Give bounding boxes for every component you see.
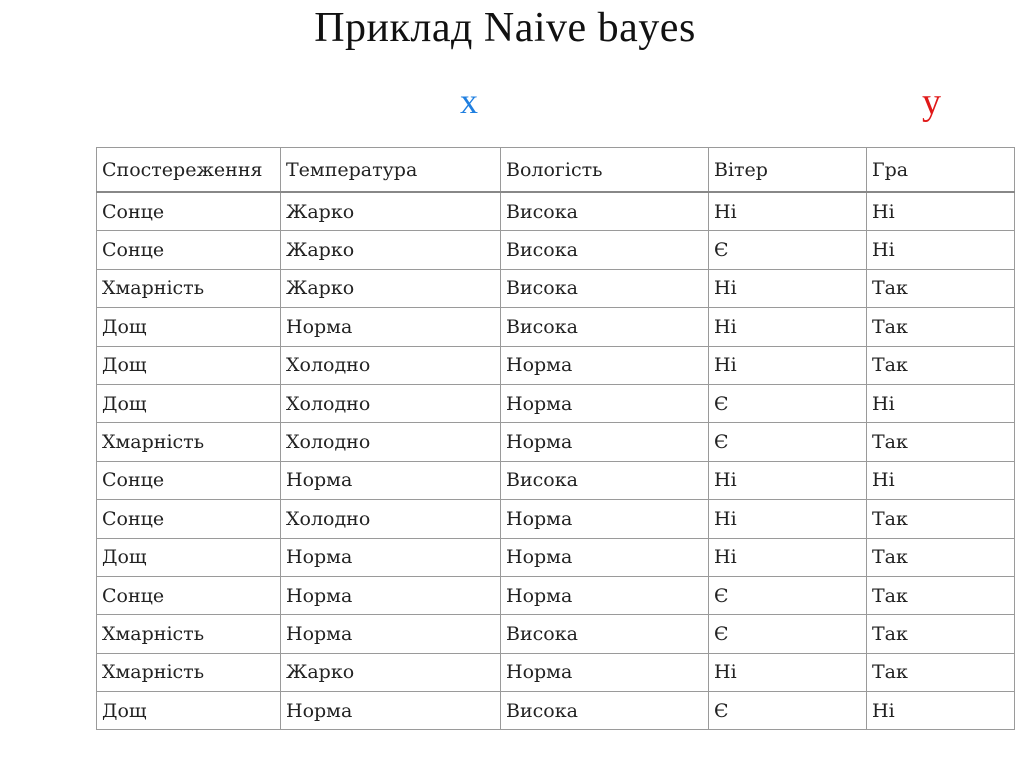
temperature-cell: Норма <box>281 461 501 499</box>
temperature-cell: Холодно <box>281 346 501 384</box>
wind-cell: Є <box>709 231 867 269</box>
temperature-cell: Норма <box>281 615 501 653</box>
humidity-cell: Висока <box>501 269 709 307</box>
observation-cell: Сонце <box>97 231 281 269</box>
observation-cell: Дощ <box>97 308 281 346</box>
temperature-cell: Холодно <box>281 384 501 422</box>
temperature-cell: Жарко <box>281 653 501 691</box>
play-cell: Ні <box>867 192 1015 231</box>
play-cell: Так <box>867 423 1015 461</box>
play-cell: Ні <box>867 461 1015 499</box>
observation-cell: Сонце <box>97 192 281 231</box>
table-row <box>97 346 1015 384</box>
play-cell: Ні <box>867 384 1015 422</box>
play-cell: Так <box>867 538 1015 576</box>
target-y-label: y <box>922 81 941 123</box>
humidity-cell: Висока <box>501 192 709 231</box>
humidity-cell: Норма <box>501 576 709 614</box>
play-cell: Так <box>867 615 1015 653</box>
weather-play-table <box>96 147 1015 730</box>
table-row <box>97 653 1015 691</box>
table-row <box>97 423 1015 461</box>
features-x-label: x <box>460 81 478 121</box>
header-temperature: Температура <box>281 148 501 193</box>
observation-cell: Хмарність <box>97 615 281 653</box>
table-row <box>97 461 1015 499</box>
temperature-cell: Жарко <box>281 269 501 307</box>
play-cell: Ні <box>867 231 1015 269</box>
temperature-cell: Холодно <box>281 423 501 461</box>
table-row <box>97 269 1015 307</box>
humidity-cell: Норма <box>501 538 709 576</box>
table-row <box>97 692 1015 730</box>
humidity-cell: Норма <box>501 346 709 384</box>
play-cell: Так <box>867 269 1015 307</box>
wind-cell: Ні <box>709 192 867 231</box>
temperature-cell: Норма <box>281 538 501 576</box>
table-row <box>97 308 1015 346</box>
observation-cell: Хмарність <box>97 653 281 691</box>
observation-cell: Сонце <box>97 576 281 614</box>
observation-cell: Хмарність <box>97 269 281 307</box>
humidity-cell: Висока <box>501 615 709 653</box>
table-row <box>97 384 1015 422</box>
temperature-cell: Норма <box>281 308 501 346</box>
table-row <box>97 615 1015 653</box>
wind-cell: Ні <box>709 308 867 346</box>
table-row <box>97 576 1015 614</box>
humidity-cell: Норма <box>501 384 709 422</box>
wind-cell: Є <box>709 384 867 422</box>
observation-cell: Сонце <box>97 461 281 499</box>
temperature-cell: Холодно <box>281 500 501 538</box>
play-cell: Так <box>867 576 1015 614</box>
wind-cell: Ні <box>709 269 867 307</box>
wind-cell: Ні <box>709 500 867 538</box>
wind-cell: Ні <box>709 461 867 499</box>
header-wind: Вітер <box>709 148 867 193</box>
wind-cell: Є <box>709 576 867 614</box>
humidity-cell: Норма <box>501 653 709 691</box>
wind-cell: Є <box>709 423 867 461</box>
humidity-cell: Висока <box>501 461 709 499</box>
temperature-cell: Жарко <box>281 231 501 269</box>
table-header-row <box>97 148 1015 193</box>
observation-cell: Дощ <box>97 692 281 730</box>
observation-cell: Дощ <box>97 346 281 384</box>
header-observation: Спостереження <box>97 148 281 193</box>
play-cell: Так <box>867 653 1015 691</box>
humidity-cell: Висока <box>501 231 709 269</box>
slide-title: Приклад Naive bayes <box>314 5 696 51</box>
temperature-cell: Норма <box>281 576 501 614</box>
play-cell: Ні <box>867 692 1015 730</box>
play-cell: Так <box>867 500 1015 538</box>
table-row <box>97 231 1015 269</box>
wind-cell: Є <box>709 615 867 653</box>
observation-cell: Хмарність <box>97 423 281 461</box>
table-row <box>97 500 1015 538</box>
play-cell: Так <box>867 308 1015 346</box>
observation-cell: Сонце <box>97 500 281 538</box>
wind-cell: Ні <box>709 653 867 691</box>
observation-cell: Дощ <box>97 384 281 422</box>
humidity-cell: Висока <box>501 692 709 730</box>
humidity-cell: Норма <box>501 423 709 461</box>
table-row <box>97 538 1015 576</box>
wind-cell: Ні <box>709 346 867 384</box>
humidity-cell: Висока <box>501 308 709 346</box>
header-humidity: Вологість <box>501 148 709 193</box>
temperature-cell: Жарко <box>281 192 501 231</box>
table-row <box>97 192 1015 231</box>
header-play: Гра <box>867 148 1015 193</box>
temperature-cell: Норма <box>281 692 501 730</box>
humidity-cell: Норма <box>501 500 709 538</box>
wind-cell: Є <box>709 692 867 730</box>
play-cell: Так <box>867 346 1015 384</box>
wind-cell: Ні <box>709 538 867 576</box>
observation-cell: Дощ <box>97 538 281 576</box>
